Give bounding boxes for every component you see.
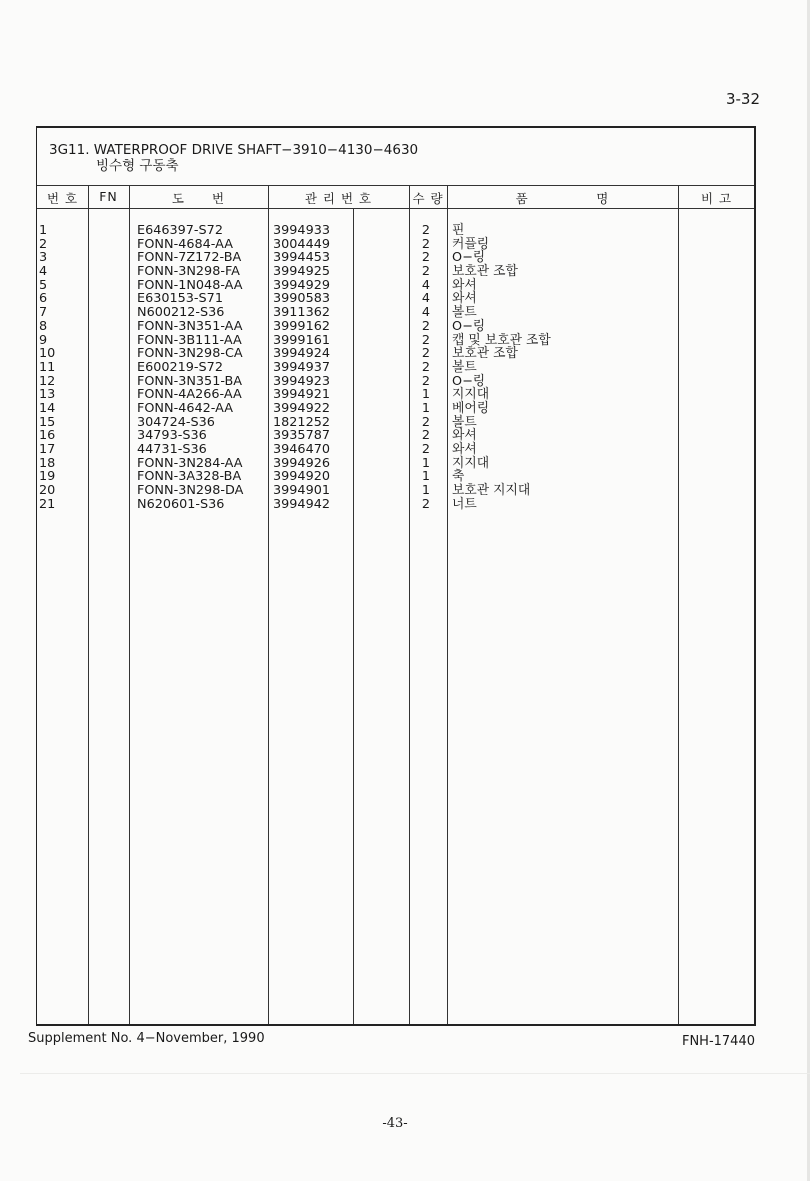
column-item-number [39, 224, 84, 511]
table-cell: N620601-S36 [137, 496, 225, 512]
table-cell: 1 [39, 223, 48, 238]
table-cell: FONN-3N351-BA [137, 373, 243, 389]
table-cell: 보호관 지지대 [452, 483, 531, 499]
table-cell: 1 [421, 387, 431, 403]
table-cell: 8 [39, 318, 48, 334]
table-cell: FONN-1N048-AA [137, 277, 243, 293]
table-cell: 3999162 [273, 318, 330, 334]
column-divider [678, 186, 679, 1024]
table-cell: 2 [421, 236, 431, 252]
table-cell: 축 [452, 469, 465, 485]
scan-edge-line [20, 1073, 810, 1074]
table-cell: 2 [421, 428, 431, 444]
header-remarks: 비 고 [700, 191, 733, 206]
table-cell: 3994933 [273, 223, 330, 238]
table-cell: 44731-S36 [137, 442, 207, 457]
header-drawing-number: 도 번 [171, 191, 226, 206]
document-code: FNH-17440 [681, 1034, 755, 1049]
table-cell: 2 [421, 414, 431, 430]
table-cell: 10 [39, 346, 56, 362]
section-title-english: 3G11. WATERPROOF DRIVE SHAFT−3910−4130−4630 [49, 142, 419, 158]
table-cell: 304724-S36 [137, 414, 215, 430]
table-cell: 5 [39, 277, 48, 293]
table-cell: FONN-3N298-FA [137, 264, 240, 280]
table-cell: 2 [421, 318, 431, 334]
table-cell: 3 [39, 250, 48, 266]
table-cell: FONN-3N351-AA [137, 318, 243, 334]
column-divider [409, 186, 410, 1024]
table-cell: 3946470 [273, 442, 330, 457]
table-cell: 보호관 조합 [452, 346, 518, 362]
table-cell: 1 [421, 400, 431, 416]
table-cell: 2 [421, 332, 431, 348]
table-cell: O−링 [452, 250, 486, 266]
table-cell: 와셔 [452, 442, 477, 457]
table-cell: 15 [39, 414, 56, 430]
table-cell: 베어링 [452, 400, 490, 416]
column-divider [129, 186, 130, 1024]
table-cell: 와셔 [452, 291, 477, 307]
table-cell: 4 [421, 277, 431, 293]
table-cell: E646397-S72 [137, 223, 223, 238]
table-cell: FONN-7Z172-BA [137, 250, 242, 266]
table-cell: 3994924 [273, 346, 330, 362]
table-cell: 16 [39, 428, 56, 444]
table-cell: 6 [39, 291, 48, 307]
table-cell: 3994922 [273, 400, 330, 416]
table-cell: 지지대 [452, 455, 490, 471]
table-cell: 18 [39, 455, 56, 471]
table-cell: 1 [421, 455, 431, 471]
table-cell: 와셔 [452, 277, 477, 293]
table-cell: 1 [421, 469, 431, 485]
table-cell: 핀 [452, 223, 465, 238]
table-cell: FONN-3N298-CA [137, 346, 243, 362]
table-cell: 2 [421, 250, 431, 266]
table-cell: 3994901 [273, 483, 330, 499]
table-cell: 13 [39, 387, 56, 403]
table-cell: 2 [421, 496, 431, 512]
table-cell: 3994921 [273, 387, 330, 403]
table-cell: 3935787 [273, 428, 330, 444]
header-no: 번 호 [46, 191, 79, 206]
column-management-number [273, 224, 353, 511]
table-cell: 4 [421, 291, 431, 307]
table-cell: 3994920 [273, 469, 330, 485]
table-cell: 2 [421, 223, 431, 238]
table-cell: 2 [421, 373, 431, 389]
table-cell: FONN-3N284-AA [137, 455, 243, 471]
table-cell: N600212-S36 [137, 305, 225, 321]
table-cell: 3994453 [273, 250, 330, 266]
table-cell: O−링 [452, 318, 486, 334]
table-cell: 3999161 [273, 332, 330, 348]
table-cell: 2 [421, 442, 431, 457]
table-cell: 2 [421, 359, 431, 375]
table-cell: 캡 및 보호관 조합 [452, 332, 551, 348]
table-cell: 34793-S36 [137, 428, 207, 444]
table-cell: FONN-3N298-DA [137, 483, 244, 499]
parts-list-frame [36, 126, 756, 1026]
header-management-number: 관 리 번 호 [304, 191, 373, 206]
supplement-note: Supplement No. 4−November, 1990 [28, 1031, 265, 1046]
table-cell: 2 [421, 264, 431, 280]
table-cell: FONN-3A328-BA [137, 469, 242, 485]
table-cell: 9 [39, 332, 48, 348]
column-drawing-number [137, 224, 267, 511]
table-cell: 3004449 [273, 236, 330, 252]
table-cell: 3994942 [273, 496, 330, 512]
header-part-name: 품 명 [515, 191, 610, 206]
table-cell: 4 [39, 264, 48, 280]
table-cell: 3911362 [273, 305, 330, 321]
table-cell: 3994929 [273, 277, 330, 293]
table-cell: FONN-4642-AA [137, 400, 233, 416]
table-cell: 17 [39, 442, 56, 457]
header-bottom-rule [37, 208, 754, 209]
table-cell: 3994923 [273, 373, 330, 389]
table-cell: 볼트 [452, 414, 477, 430]
table-cell: 지지대 [452, 387, 490, 403]
table-cell: 21 [39, 496, 56, 512]
column-divider [268, 186, 269, 1024]
table-cell: E600219-S72 [137, 359, 223, 375]
table-cell: 커플링 [452, 236, 490, 252]
table-cell: 2 [39, 236, 48, 252]
table-cell: FONN-4684-AA [137, 236, 233, 252]
table-cell: 4 [421, 305, 431, 321]
table-cell: 20 [39, 483, 56, 499]
table-cell: 볼트 [452, 359, 477, 375]
table-cell: 3990583 [273, 291, 330, 307]
header-top-rule [37, 185, 754, 186]
table-cell: 3994926 [273, 455, 330, 471]
table-cell: O−링 [452, 373, 486, 389]
column-part-name [452, 224, 672, 511]
table-cell: 1 [421, 483, 431, 499]
table-cell: 11 [39, 359, 56, 375]
table-cell: 2 [421, 346, 431, 362]
column-quantity [413, 224, 439, 511]
table-cell: 너트 [452, 496, 477, 512]
table-cell: 보호관 조합 [452, 264, 518, 280]
section-title [49, 142, 418, 174]
table-cell: 19 [39, 469, 56, 485]
header-fn: FN [99, 189, 118, 204]
table-cell: FONN-3B111-AA [137, 332, 242, 348]
section-title-korean: 빙수형 구동축 [96, 158, 179, 174]
header-quantity: 수 량 [412, 191, 444, 206]
column-divider [447, 186, 448, 1024]
table-cell: 3994937 [273, 359, 330, 375]
page-number-top: 3-32 [725, 90, 760, 108]
table-cell: 12 [39, 373, 56, 389]
table-cell: 볼트 [452, 305, 477, 321]
table-cell: FONN-4A266-AA [137, 387, 242, 403]
column-divider [353, 208, 354, 1024]
table-cell: 14 [39, 400, 56, 416]
table-cell: 1821252 [273, 414, 330, 430]
table-cell: E630153-S71 [137, 291, 223, 307]
column-divider [88, 186, 89, 1024]
table-cell: 7 [39, 305, 48, 321]
table-cell: 와셔 [452, 428, 477, 444]
page-number-bottom: -43- [382, 1116, 408, 1131]
table-cell: 3994925 [273, 264, 330, 280]
